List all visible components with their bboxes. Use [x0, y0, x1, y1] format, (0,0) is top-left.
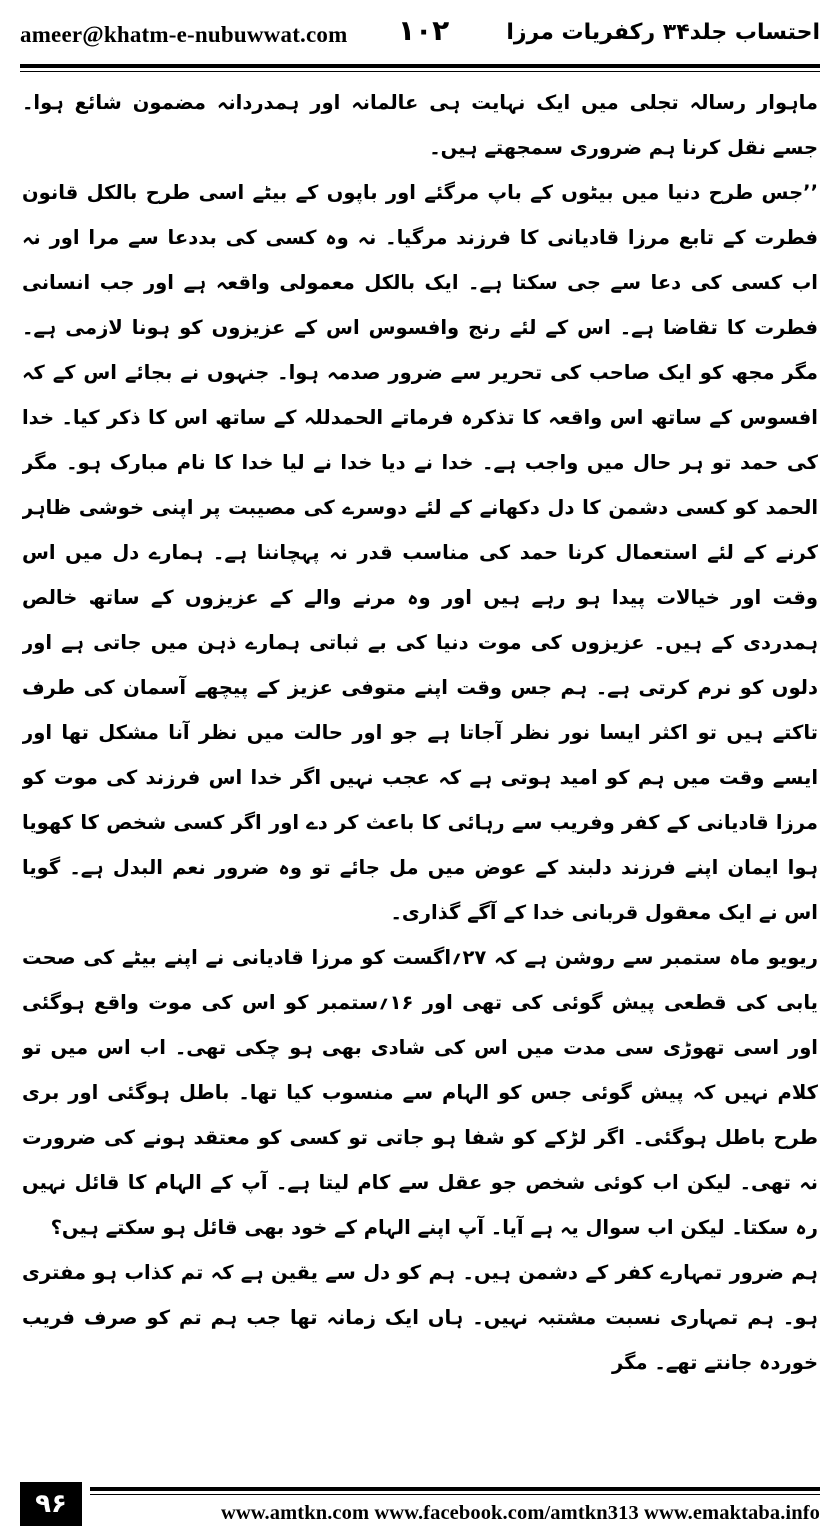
- header-title: احتساب جلد۳۴ رکفریات مرزا: [506, 20, 820, 45]
- paragraph-intro: ماہوار رسالہ تجلی میں ایک نہایت ہی عالمانہ اور ہمدردانہ مضمون شائع ہوا۔ جسے نقل کرنا ہم ضروری سمجھتے ہیں۔: [22, 91, 818, 159]
- footer-page-number: ۹۶: [20, 1482, 82, 1526]
- page-header: [20, 14, 820, 58]
- paragraph-closing: ہم ضرور تمہارے کفر کے دشمن ہیں۔ ہم کو دل سے یقین ہے کہ تم کذاب ہو مفتری ہو۔ ہم تمہاری نسبت مشتبہ نہیں۔ ہاں ایک زمانہ تھا جب ہم تم کو صرف فریب خوردہ جانتے تھے۔ مگر: [22, 1261, 818, 1374]
- body-text: [22, 80, 818, 1470]
- footer-links: www.amtkn.com www.facebook.com/amtkn313 www.emaktaba.info: [220, 1502, 820, 1524]
- header-rule-thin: [20, 71, 820, 72]
- header-page-number: ۱۰۲: [398, 14, 450, 47]
- paragraph-review: ریویو ماہ ستمبر سے روشن ہے کہ ۲۷؍اگست کو مرزا قادیانی نے اپنے بیٹے کی صحت یابی کی قطعی پیش گوئی کی تھی اور ۱۶؍ستمبر کو اس کی موت واقع ہوگئی اور اسی تھوڑی سی مدت میں اس کی شادی بھی ہو چکی تھی۔ اب اس میں تو کلام نہیں کہ پیش گوئی جس کو الہام سے منسوب کیا تھا۔ باطل ہوگئی اور بری طرح باطل ہوگئی۔ اگر لڑکے کو شفا ہو جاتی تو کسی کو معتقد ہونے کی ضرورت نہ تھی۔ لیکن اب کوئی شخص جو عقل سے کام لیتا ہے۔ آپ کے الہام کا قائل نہیں رہ سکتا۔ لیکن اب سوال یہ ہے آیا۔ آپ اپنے الہام کے خود بھی قائل ہو سکتے ہیں؟: [22, 946, 818, 1239]
- paragraph-quote: ’’جس طرح دنیا میں بیٹوں کے باپ مرگئے اور باپوں کے بیٹے اسی طرح بالکل قانون فطرت کے تابع مرزا قادیانی کا فرزند مرگیا۔ نہ وہ کسی کی بددعا سے مرا اور نہ اب کسی کی دعا سے جی سکتا ہے۔ ایک بالکل معمولی واقعہ ہے اور جب انسانی فطرت کا تقاضا ہے۔ اس کے لئے رنج وافسوس اس کے عزیزوں کو ہونا لازمی ہے۔ مگر مجھ کو ایک صاحب کی تحریر سے ضرور صدمہ ہوا۔ جنہوں نے بجائے اس کے کہ افسوس کے ساتھ اس واقعہ کا تذکرہ فرماتے الحمدللہ کے ساتھ اس کا ذکر کیا۔ خدا کی حمد تو ہر حال میں واجب ہے۔ خدا نے دیا خدا نے لیا خدا کا نام مبارک ہو۔ مگر الحمد کو کسی دشمن کا دل دکھانے کے لئے دوسرے کی مصیبت پر اپنی خوشی ظاہر کرنے کے لئے استعمال کرنا حمد کی مناسب قدر نہ پہچاننا ہے۔ ہمارے دل میں اس وقت اور خیالات پیدا ہو رہے ہیں اور وہ مرنے والے کے عزیزوں کے ساتھ خالص ہمدردی کے ہیں۔ عزیزوں کی موت دنیا کی بے ثباتی ہمارے ذہن میں جاتی ہے اور دلوں کو نرم کرتی ہے۔ ہم جس وقت اپنے متوفی عزیز کے پیچھے آسمان کی طرف تاکتے ہیں تو اکثر ایسا نور نظر آجاتا ہے جو اور حالت میں نظر آنا مشکل تھا اور ایسے وقت میں ہم کو امید ہوتی ہے کہ عجب نہیں اگر خدا اس فرزند کی موت کو مرزا قادیانی کے کفر وفریب سے رہائی کا باعث کر دے اور اگر کسی شخص کا کھویا ہوا ایمان اپنے فرزند دلبند کے عوض میں مل جائے تو وہ ضرور نعم البدل ہے۔ گویا اس نے ایک معقول قربانی خدا کے آگے گذاری۔: [22, 181, 818, 924]
- header-rule: [20, 64, 820, 68]
- footer-rule-thin: [90, 1494, 820, 1495]
- header-email: ameer@khatm-e-nubuwwat.com: [20, 22, 348, 47]
- footer-rule: [90, 1487, 820, 1491]
